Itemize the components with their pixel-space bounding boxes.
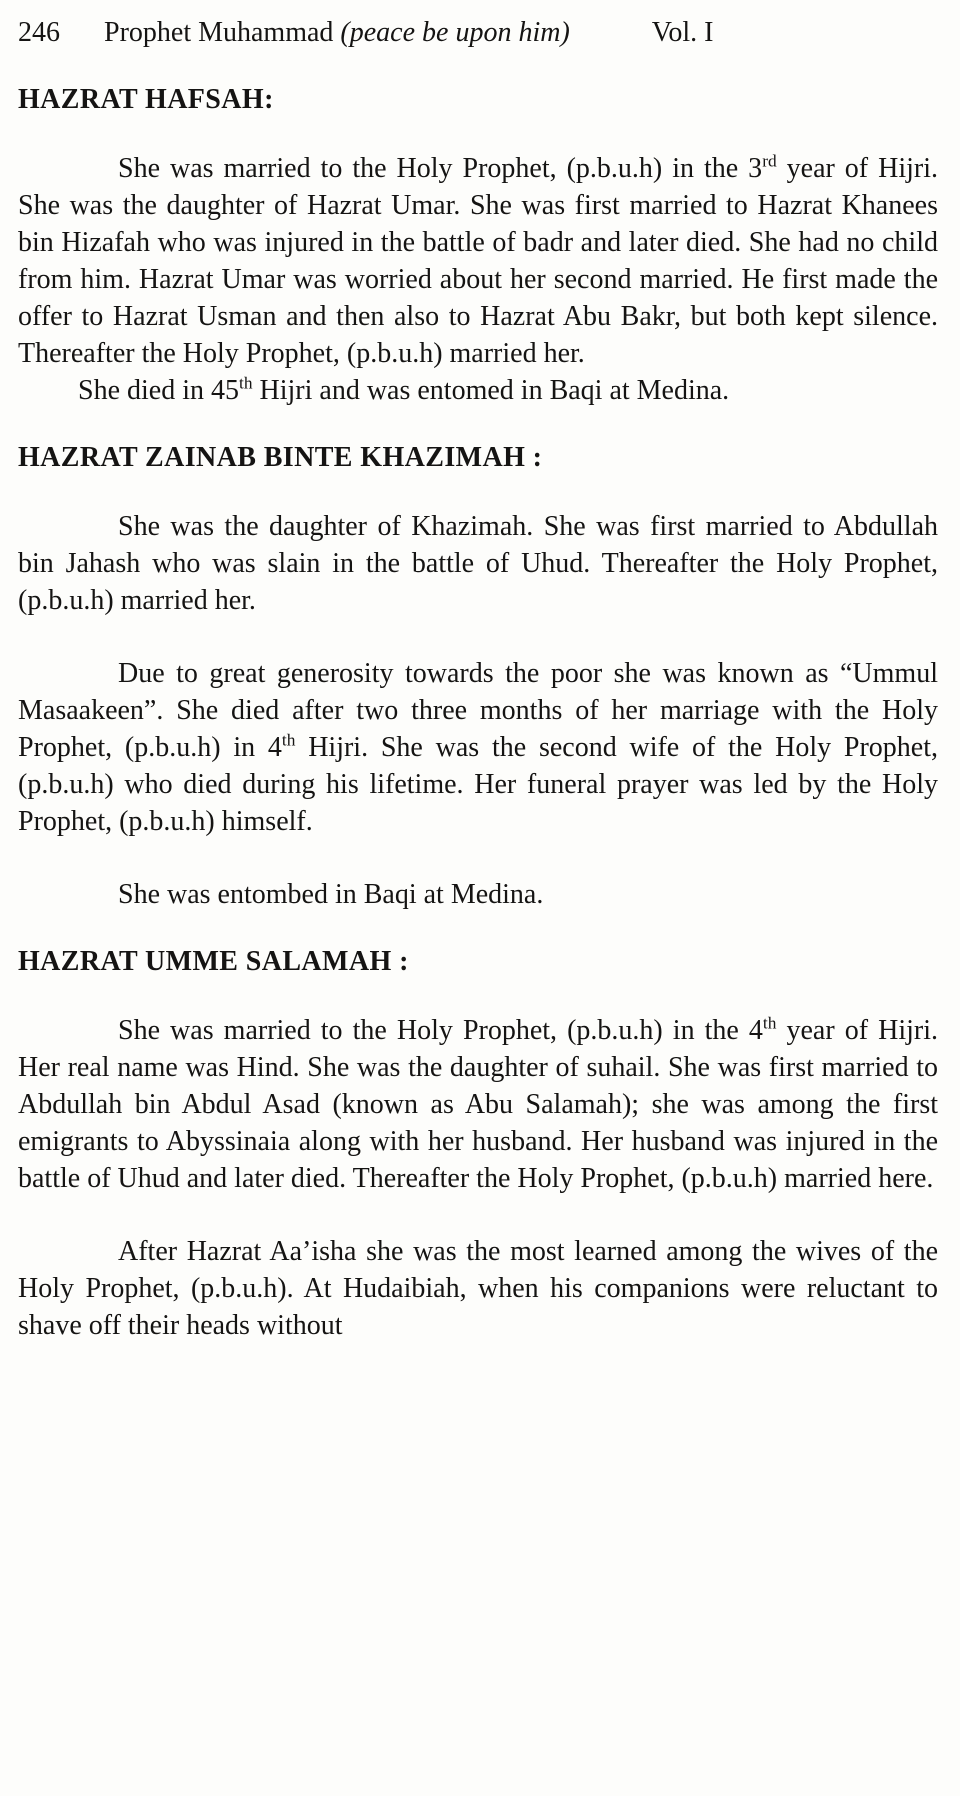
paragraph [18, 150, 938, 372]
section-heading-hafsah: HAZRAT HAFSAH: [18, 84, 274, 115]
paragraph-text: She died in 45 [78, 375, 239, 406]
paragraph-text: She was married to the Holy Prophet, (p.b.u.h) in the 4 [118, 1015, 763, 1046]
paragraph-text: After Hazrat Aa’isha she was the most learned among the wives of the Holy Prophet, (p.b.u.h). At Hudaibiah, when his companions were reluctant to shave off their heads without [18, 1236, 938, 1341]
paragraph [18, 876, 938, 913]
section-zainab [18, 439, 938, 913]
section-heading-umme-salamah: HAZRAT UMME SALAMAH : [18, 946, 409, 977]
paragraph [18, 1233, 938, 1344]
ordinal-superscript: th [762, 1013, 777, 1033]
volume-label: Vol. I [651, 17, 714, 48]
running-header [18, 14, 938, 51]
ordinal-superscript: th [281, 730, 296, 750]
book-title [104, 14, 570, 51]
paragraph-text: year of Hijri. She was the daughter of Hazrat Umar. She was first married to Hazrat Khanees bin Hizafah who was injured in the battle of badr and later died. She had no child from him. Hazrat Umar was worried about her second married. He first made the offer to Hazrat Usman and then also to Hazrat Abu Bakr, but both kept silence. Thereafter the Holy Prophet, (p.b.u.h) married her. [18, 153, 938, 369]
page-number: 246 [18, 17, 60, 48]
paragraph [18, 655, 938, 840]
paragraph [18, 508, 938, 619]
book-title-italic: (peace be upon him) [340, 17, 570, 48]
paragraph-text: Hijri and was entomed in Baqi at Medina. [252, 375, 730, 406]
ordinal-superscript: rd [762, 151, 777, 171]
paragraph-text: She was the daughter of Khazimah. She was first married to Abdullah bin Jahash who was slain in the battle of Uhud. Thereafter the Holy Prophet, (p.b.u.h) married her. [18, 511, 938, 616]
book-title-text: Prophet Muhammad [104, 17, 341, 48]
section-hafsah [18, 81, 938, 409]
section-heading-zainab: HAZRAT ZAINAB BINTE KHAZIMAH : [18, 442, 543, 473]
paragraph [18, 372, 938, 409]
section-umme-salamah [18, 943, 938, 1344]
paragraph-text: She was entombed in Baqi at Medina. [118, 879, 544, 910]
paragraph-text: Hijri. She was the second wife of the Holy Prophet, (p.b.u.h) who died during his lifetime. Her funeral prayer was led by the Holy Prophet, (p.b.u.h) himself. [18, 732, 939, 837]
paragraph-text: She was married to the Holy Prophet, (p.b.u.h) in the 3 [118, 153, 763, 184]
paragraph [18, 1012, 938, 1197]
ordinal-superscript: th [239, 373, 253, 393]
paragraph-text: year of Hijri. Her real name was Hind. She was the daughter of suhail. She was first married to Abdullah bin Abdul Asad (known as Abu Salamah); she was among the first emigrants to Abyssinaia along with her husband. Her husband was injured in the battle of Uhud and later died. Thereafter the Holy Prophet, (p.b.u.h) married here. [18, 1015, 938, 1194]
paragraph-text: Due to great generosity towards the poor she was known as “Ummul Masaakeen”. She died after two three months of her marriage with the Holy Prophet, (p.b.u.h) in 4 [18, 658, 938, 763]
